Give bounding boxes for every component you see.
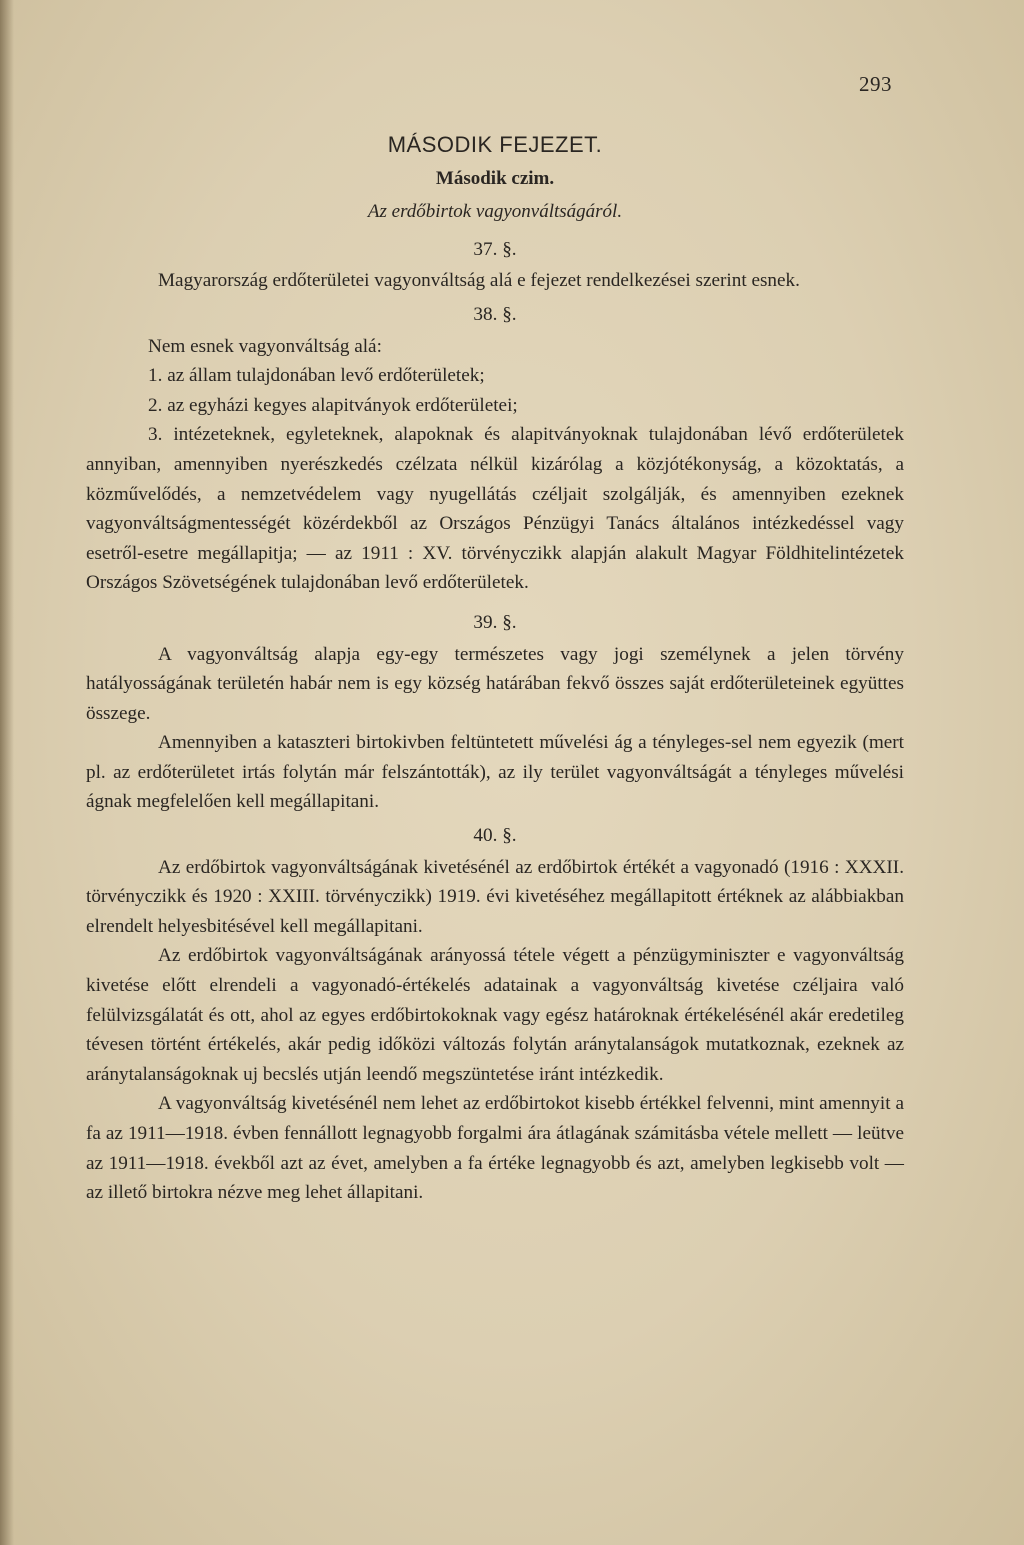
chapter-heading: MÁSODIK FEJEZET. (387, 132, 603, 157)
section-37-heading: 37. §. (473, 238, 517, 260)
section-40-paragraph-2: Az erdőbirtok vagyonváltságának arányossá tétele végett a pénzügyminiszter e vagyonváltság kivetése előtt elrendeli a vagyonadó-értékelés adatainak a vagyonváltság kivetése czéljaira való felülvizsgálatát és ott, ahol az egyes erdőbirtokoknak vagy egész határoknak értékelésénél akár eredetileg tévesen történt értékelés, akár pedig időközi változás folytán aránytalanságok mutatkoznak, ezeknek az aránytalanságoknak uj becslés utján leendő megszüntetése iránt intézkedik. (86, 945, 904, 1085)
sub-heading: Második czim. (435, 167, 555, 189)
subtitle: Az erdőbirtok vagyonváltságáról. (367, 201, 623, 223)
section-38-item-2: 2. az egyházi kegyes alapitványok erdőterületei; (148, 394, 518, 416)
page-body (86, 130, 904, 1208)
section-38-item-3: 3. intézeteknek, egyleteknek, alapoknak és alapitványoknak tulajdonában lévő erdőterületek annyiban, amennyiben nyerészkedés czélzata nélkül kizárólag a közjótékonyság, a közoktatás, a közművelődés, a nemzetvédelem vagy nyugellátás czéljait szolgálják, és amennyiben ezeknek vagyonváltságmentességét közérdekből az Országos Pénzügyi Tanács általános intézkedéssel vagy esetről-esetre megállapitja; — az 1911 : XV. törvényczikk alapján alakult Magyar Földhitelintézetek Országos Szövetségének tulajdonában levő erdőterületek. (86, 424, 904, 594)
section-40-heading: 40. §. (473, 825, 517, 847)
section-38-heading: 38. §. (473, 303, 517, 325)
page-number: 293 (859, 72, 892, 96)
section-40-paragraph-1: Az erdőbirtok vagyonváltságának kivetésénél az erdőbirtok értékét a vagyonadó (1916 : XXXII. törvényczikk és 1920 : XXIII. törvényczikk) 1919. évi kivetéséhez megállapitott értéknek az alábbiakban elrendelt helyesbitésével kell megállapitani. (86, 856, 904, 937)
section-39-heading: 39. §. (473, 611, 517, 633)
section-40-paragraph-3: A vagyonváltság kivetésénél nem lehet az erdőbirtokot kisebb értékkel felvenni, mint amennyit a fa az 1911—1918. évben fennállott legnagyobb forgalmi ára átlagának számitásba vétele mellett — leütve az 1911—1918. évekből azt az évet, amelyben a fa értéke legnagyobb és azt, amelyben legkisebb volt — az illető birtokra nézve meg lehet állapitani. (86, 1093, 904, 1204)
section-39-paragraph-2: Amennyiben a kataszteri birtokivben feltüntetett művelési ág a tényleges-sel nem egyezik (mert pl. az erdőterületet irtás folytán már felszántották), az ily terület vagyonváltságát a tényleges művelési ágnak megfelelően kell megállapitani. (86, 732, 904, 813)
section-39-paragraph-1: A vagyonváltság alapja egy-egy természetes vagy jogi személynek a jelen törvény hatályosságának területén habár nem is egy község határában fekvő összes saját erdőterületeinek együttes összege. (86, 643, 904, 724)
section-37-text: Magyarország erdőterületei vagyonváltság alá e fejezet rendelkezései szerint esnek. (158, 270, 800, 292)
section-38-intro: Nem esnek vagyonváltság alá: (148, 335, 382, 357)
section-38-item-1: 1. az állam tulajdonában levő erdőterületek; (148, 365, 485, 387)
